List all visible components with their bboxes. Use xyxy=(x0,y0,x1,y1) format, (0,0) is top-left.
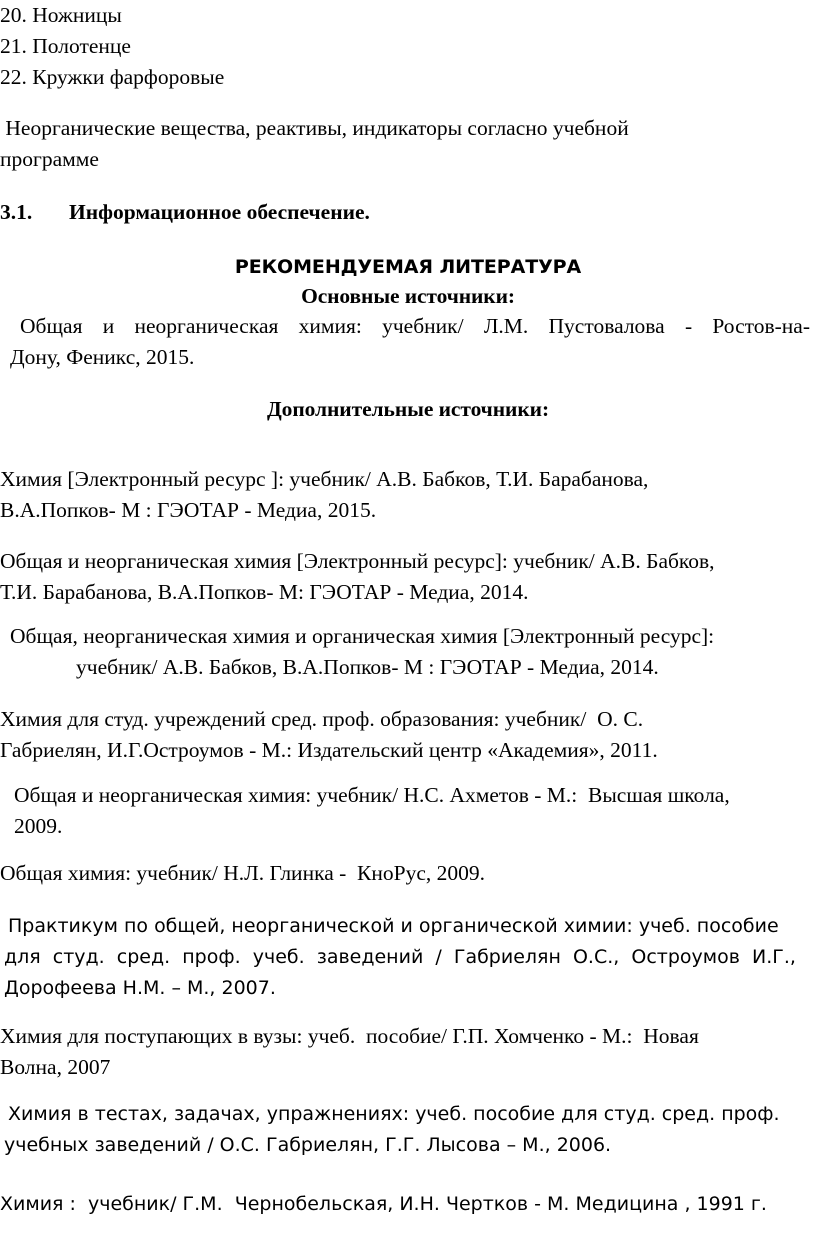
text-line: Т.И. Барабанова, В.А.Попков- М: ГЭОТАР - Медиа, 2014. xyxy=(0,580,529,604)
text-line: Практикум по общей, неорганической и органической химии: учеб. пособие xyxy=(8,915,779,937)
list-item: 21. Полотенце xyxy=(0,34,131,58)
text-line: Общая, неорганическая химия и органическая химия [Электронный ресурс]: xyxy=(10,624,715,648)
source-entry xyxy=(0,1189,767,1220)
text-line: Химия для поступающих в вузы: учеб. пособие/ Г.П. Хомченко - М.: Новая xyxy=(0,1024,699,1048)
text-line: Химия для студ. учреждений сред. проф. образования: учебник/ О. С. xyxy=(0,707,644,731)
source-entry xyxy=(0,546,715,608)
text-line: учебных заведений / О.С. Габриелян, Г.Г. Лысова – М., 2006. xyxy=(4,1134,612,1156)
text-line: Химия [Электронный ресурс ]: учебник/ А.В. Бабков, Т.И. Барабанова, xyxy=(0,467,649,491)
source-entry xyxy=(4,1099,780,1161)
text-line: 2009. xyxy=(14,814,63,838)
literature-heading: РЕКОМЕНДУЕМАЯ ЛИТЕРАТУРА xyxy=(234,256,582,278)
text-line: Волна, 2007 xyxy=(0,1055,111,1079)
section-number: 3.1. xyxy=(0,200,33,224)
section-heading xyxy=(0,197,370,228)
text-line: Общая и неорганическая химия: учебник/ Н.С. Ахметов - М.: Высшая школа, xyxy=(14,783,730,807)
text-line: Дону, Феникс, 2015. xyxy=(10,345,195,369)
list-item: 22. Кружки фарфоровые xyxy=(0,65,225,89)
source-entry xyxy=(10,621,714,683)
source-entry xyxy=(0,464,648,526)
source-entry xyxy=(0,1021,699,1083)
text-line: Общая и неорганическая химия: учебник/ Л.М. Пустовалова - Ростов-на- xyxy=(20,314,810,338)
main-source-entry xyxy=(10,311,810,373)
main-sources-heading: Основные источники: xyxy=(301,284,515,308)
text-line: Химия в тестах, задачах, упражнениях: учеб. пособие для студ. сред. проф. xyxy=(8,1103,780,1125)
source-entry xyxy=(4,911,796,1004)
source-entry xyxy=(0,858,485,889)
equipment-list xyxy=(0,0,224,93)
text-line: В.А.Попков- М : ГЭОТАР - Медиа, 2015. xyxy=(0,498,377,522)
text-line: Габриелян, И.Г.Остроумов - М.: Издательский центр «Академия», 2011. xyxy=(0,738,658,762)
source-entry xyxy=(14,780,730,842)
text-line: учебник/ А.В. Бабков, В.А.Попков- М : ГЭОТАР - Медиа, 2014. xyxy=(76,655,659,679)
text-line: Общая и неорганическая химия [Электронный ресурс]: учебник/ А.В. Бабков, xyxy=(0,549,715,573)
source-entry xyxy=(0,704,658,766)
reagents-paragraph xyxy=(0,113,629,175)
text-line: Химия : учебник/ Г.М. Чернобельская, И.Н. Чертков - М. Медицина , 1991 г. xyxy=(0,1193,767,1215)
extra-sources-heading: Дополнительные источники: xyxy=(266,397,550,421)
list-item: 20. Ножницы xyxy=(0,3,122,27)
section-title: Информационное обеспечение. xyxy=(69,200,370,224)
text-line: Дорофеева Н.М. – М., 2007. xyxy=(4,977,276,999)
text-line: Общая химия: учебник/ Н.Л. Глинка - КноРус, 2009. xyxy=(0,861,485,885)
text-line: Неорганические вещества, реактивы, индикаторы согласно учебной xyxy=(0,116,629,140)
text-line: для студ. сред. проф. учеб. заведений / Габриелян О.С., Остроумов И.Г., xyxy=(4,946,796,968)
text-line: программе xyxy=(0,147,99,171)
